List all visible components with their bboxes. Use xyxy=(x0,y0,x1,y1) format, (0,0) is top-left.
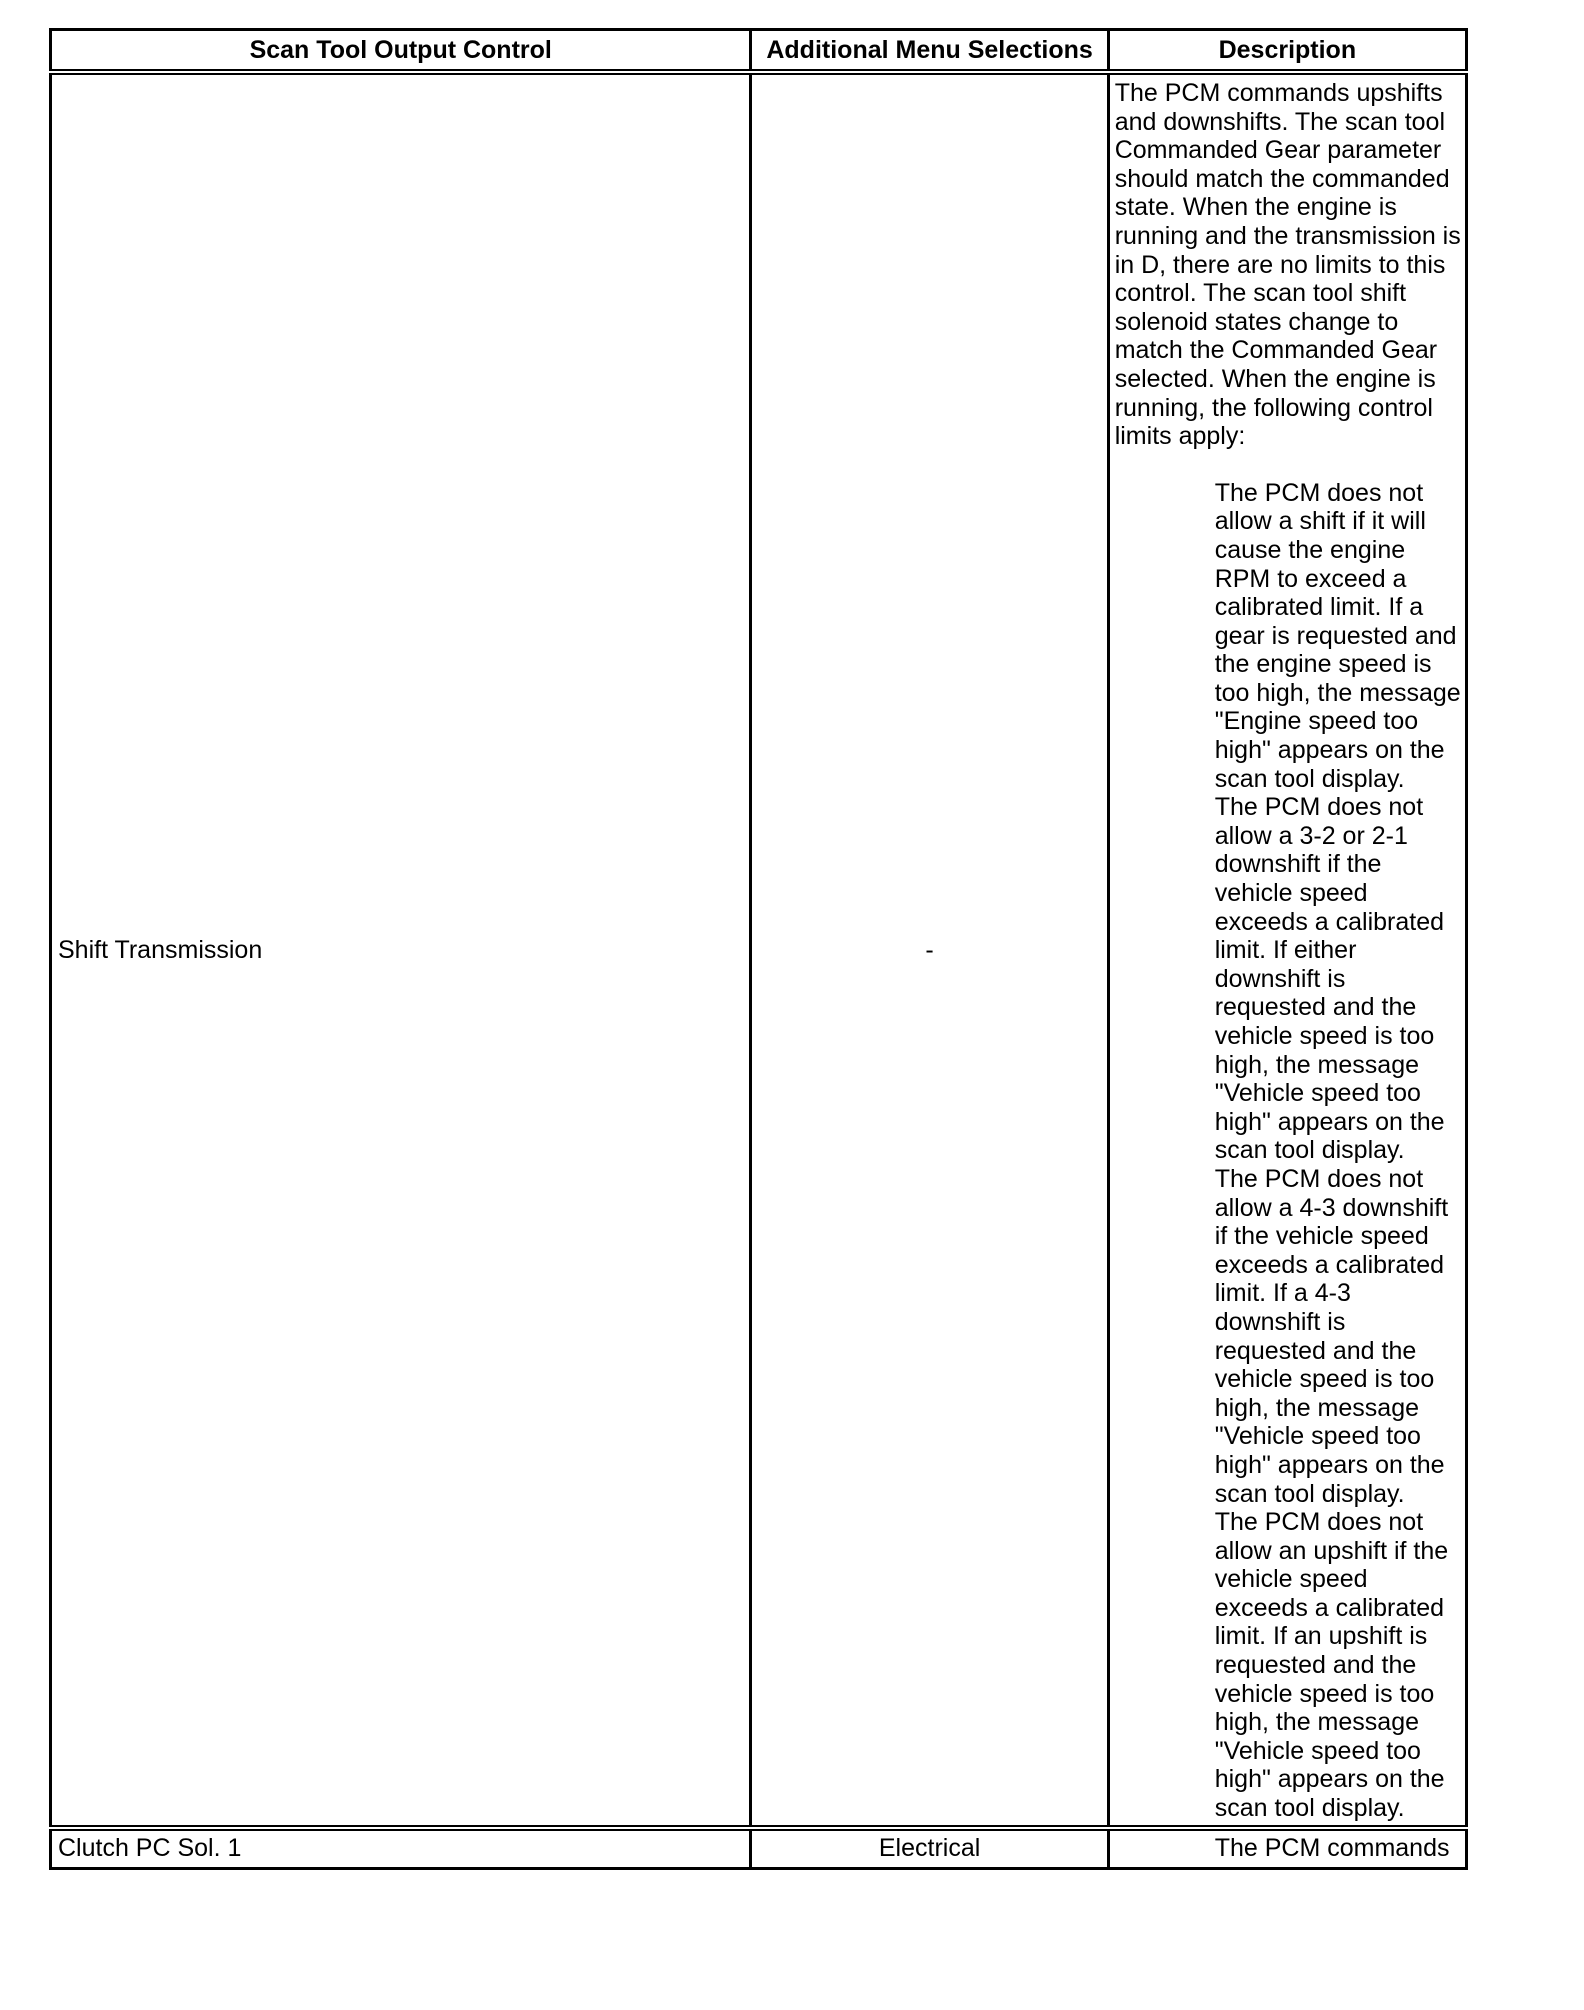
table-row xyxy=(51,1828,1467,1869)
table-row xyxy=(51,72,1467,1828)
row-control-name: Clutch PC Sol. 1 xyxy=(51,1828,751,1869)
row-description xyxy=(1108,72,1466,1828)
description-item: The PCM does not allow a 4-3 downshift if the vehicle speed exceeds a calibrated limit. If a 4-3 downshift is requested and the vehicle speed is too high, the message "Vehicle speed too high" appears on the scan tool display. xyxy=(1214,1164,1449,1508)
row-menu-selection: Electrical xyxy=(751,1828,1108,1869)
description-item: The PCM does not allow a 3-2 or 2-1 downshift if the vehicle speed exceeds a calibrated limit. If either downshift is requested and the vehicle speed is too high, the message "Vehicle speed too high" appears on the scan tool display. xyxy=(1214,793,1445,1165)
header-output-control: Scan Tool Output Control xyxy=(51,30,751,73)
description-intro: The PCM commands upshifts and downshifts. The scan tool Commanded Gear parameter should match the commanded state. When the engine is running and the transmission is in D, there are no limits to this control. The scan tool shift solenoid states change to match the Commanded Gear selected. When the engine is running, the following control limits apply: xyxy=(1114,79,1461,451)
description-item: The PCM does not allow an upshift if the vehicle speed exceeds a calibrated limit. If an upshift is requested and the vehicle speed is too high, the message "Vehicle speed too high" appears on the scan tool display. xyxy=(1214,1508,1449,1823)
header-menu-selections: Additional Menu Selections xyxy=(751,30,1108,73)
row-menu-selection: - xyxy=(751,72,1108,1828)
header-description: Description xyxy=(1108,30,1466,73)
row-description: The PCM commands xyxy=(1108,1828,1466,1869)
output-control-table xyxy=(49,28,1468,1870)
row-control-name: Shift Transmission xyxy=(51,72,751,1828)
table-header-row xyxy=(51,30,1467,73)
description-item: The PCM does not allow a shift if it will cause the engine RPM to exceed a calibrated limit. If a gear is requested and the engine speed is too high, the message "Engine speed too high" appears on the scan tool display. xyxy=(1214,478,1461,793)
